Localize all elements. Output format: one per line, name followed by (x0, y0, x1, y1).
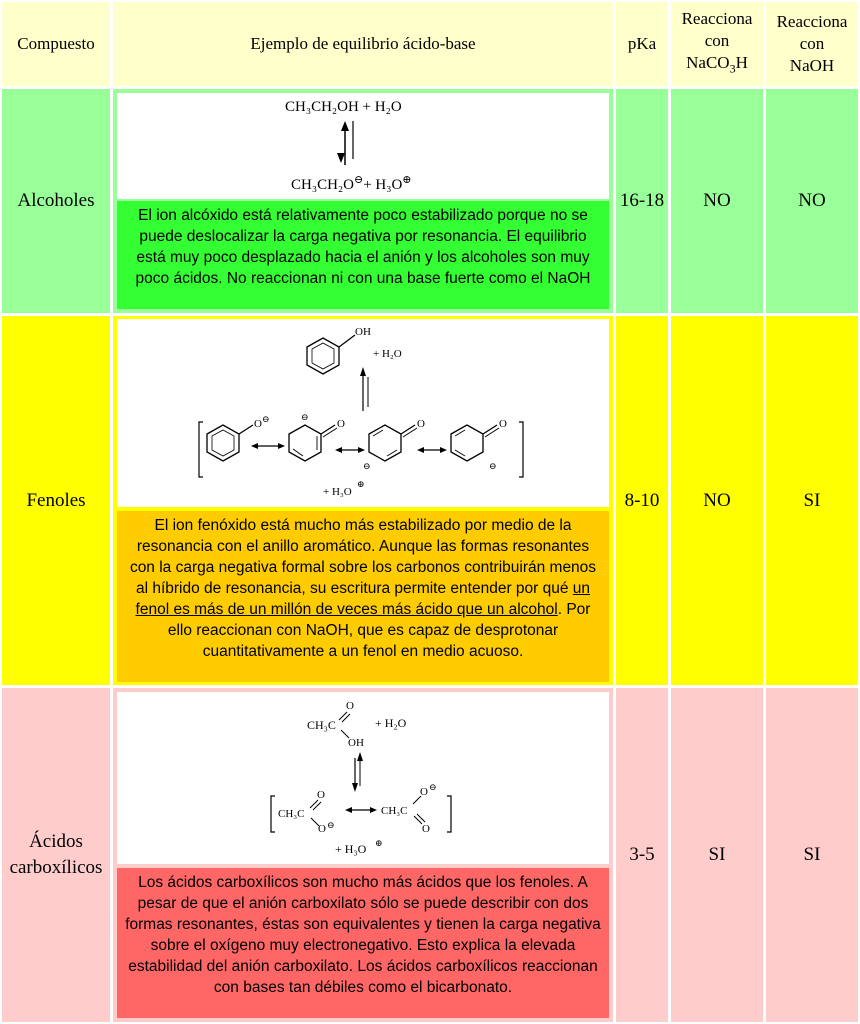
acid-description: Los ácidos carboxílicos son mucho más ácidos que los fenoles. A pesar de que el anión carboxilato sólo se puede describir con dos formas resonantes, éstas son equivalentes y tienen la carga negativa sobre el oxígeno muy electronegativo. Esto explica la elevada estabilidad del anión carboxilato. Los ácidos carboxílicos reaccionan con bases tan débiles como el bicarbonato. (117, 868, 609, 1018)
header-naoh: Reacciona con NaOH (766, 2, 858, 86)
alcohol-formula-top: CH₃CH₂OH + H₂O (285, 99, 402, 115)
row-acidos-name: Ácidos carboxílicos (2, 688, 110, 1022)
alcohol-reaction-diagram (117, 93, 609, 199)
row-alcoholes-name: Alcoholes (2, 89, 110, 313)
acid-ch3c-label: CH₃C (307, 718, 336, 732)
svg-text:⊖: ⊖ (363, 461, 371, 471)
phenol-oh-label: OH (355, 326, 371, 338)
header-ejemplo: Ejemplo de equilibrio ácido-base (113, 2, 613, 86)
phenol-acidity-highlight: un fenol es más de un millón de veces más ácido que un alcohol (135, 580, 591, 618)
header-nahco3: Reacciona con NaCO$_3$H (671, 2, 763, 86)
acid-reaction-diagram (117, 692, 609, 864)
svg-text:O: O (254, 418, 262, 430)
svg-text:CH₃C: CH₃C (381, 805, 408, 817)
phenol-reaction-diagram (117, 319, 609, 507)
acid-h3o-label: + H₃O (335, 842, 367, 856)
row-fenoles-pka: 8-10 (616, 316, 668, 685)
svg-text:O: O (346, 700, 354, 712)
svg-text:O: O (420, 786, 428, 798)
svg-text:O: O (417, 418, 425, 430)
phenol-h3o-label: + H₃O (323, 486, 352, 498)
row-fenoles-name: Fenoles (2, 316, 110, 685)
alcohol-description: El ion alcóxido está relativamente poco estabilizado porque no se puede deslocalizar la carga negativa por resonancia. El equilibrio está muy poco desplazado hacia el anión y los alcoholes son muy poco ácidos. No reaccionan ni con una base fuerte como el NaOH (117, 201, 609, 309)
row-alcoholes-nahco3: NO (671, 89, 763, 313)
svg-text:O: O (318, 823, 326, 835)
svg-text:OH: OH (348, 737, 364, 749)
svg-text:O: O (422, 823, 430, 835)
row-fenoles-naoh: SI (766, 316, 858, 685)
svg-text:O: O (337, 418, 345, 430)
phenol-description: El ion fenóxido está mucho más estabilizado por medio de la resonancia con el anillo aromático. Aunque las formas resonantes con la carga negativa formal sobre los carbonos contribuirán menos al híbrido de resonancia, su escritura permite entender por qué un fenol es más de un millón de veces más ácido que un alcohol. Por ello reaccionan con NaOH, que es capaz de desprotonar cuantitativamente a un fenol en medio acuoso. (117, 511, 609, 682)
svg-text:⊖: ⊖ (489, 461, 497, 471)
svg-text:⊖: ⊖ (262, 414, 270, 424)
svg-text:⊖: ⊖ (327, 820, 335, 830)
header-compuesto: Compuesto (2, 2, 110, 86)
row-alcoholes-naoh: NO (766, 89, 858, 313)
svg-text:⊕: ⊕ (375, 838, 383, 848)
row-acidos-nahco3: SI (671, 688, 763, 1022)
svg-text:O: O (317, 789, 325, 801)
svg-text:⊖: ⊖ (429, 782, 437, 792)
alcohol-formula-bottom: CH₃CH₂O⊖+ H₃O⊕ (291, 174, 412, 193)
svg-text:O: O (499, 418, 507, 430)
header-pka: pKa (616, 2, 668, 86)
row-fenoles-nahco3: NO (671, 316, 763, 685)
row-alcoholes-pka: 16-18 (616, 89, 668, 313)
phenol-water-label: + H₂O (373, 348, 402, 360)
nahco3-formula: NaCO$_3$H (686, 53, 748, 76)
row-acidos-naoh: SI (766, 688, 858, 1022)
svg-text:⊕: ⊕ (357, 479, 365, 489)
svg-text:CH₃C: CH₃C (278, 808, 305, 820)
svg-text:⊖: ⊖ (301, 412, 309, 422)
row-acidos-pka: 3-5 (616, 688, 668, 1022)
acid-water-label: + H₂O (375, 716, 407, 730)
